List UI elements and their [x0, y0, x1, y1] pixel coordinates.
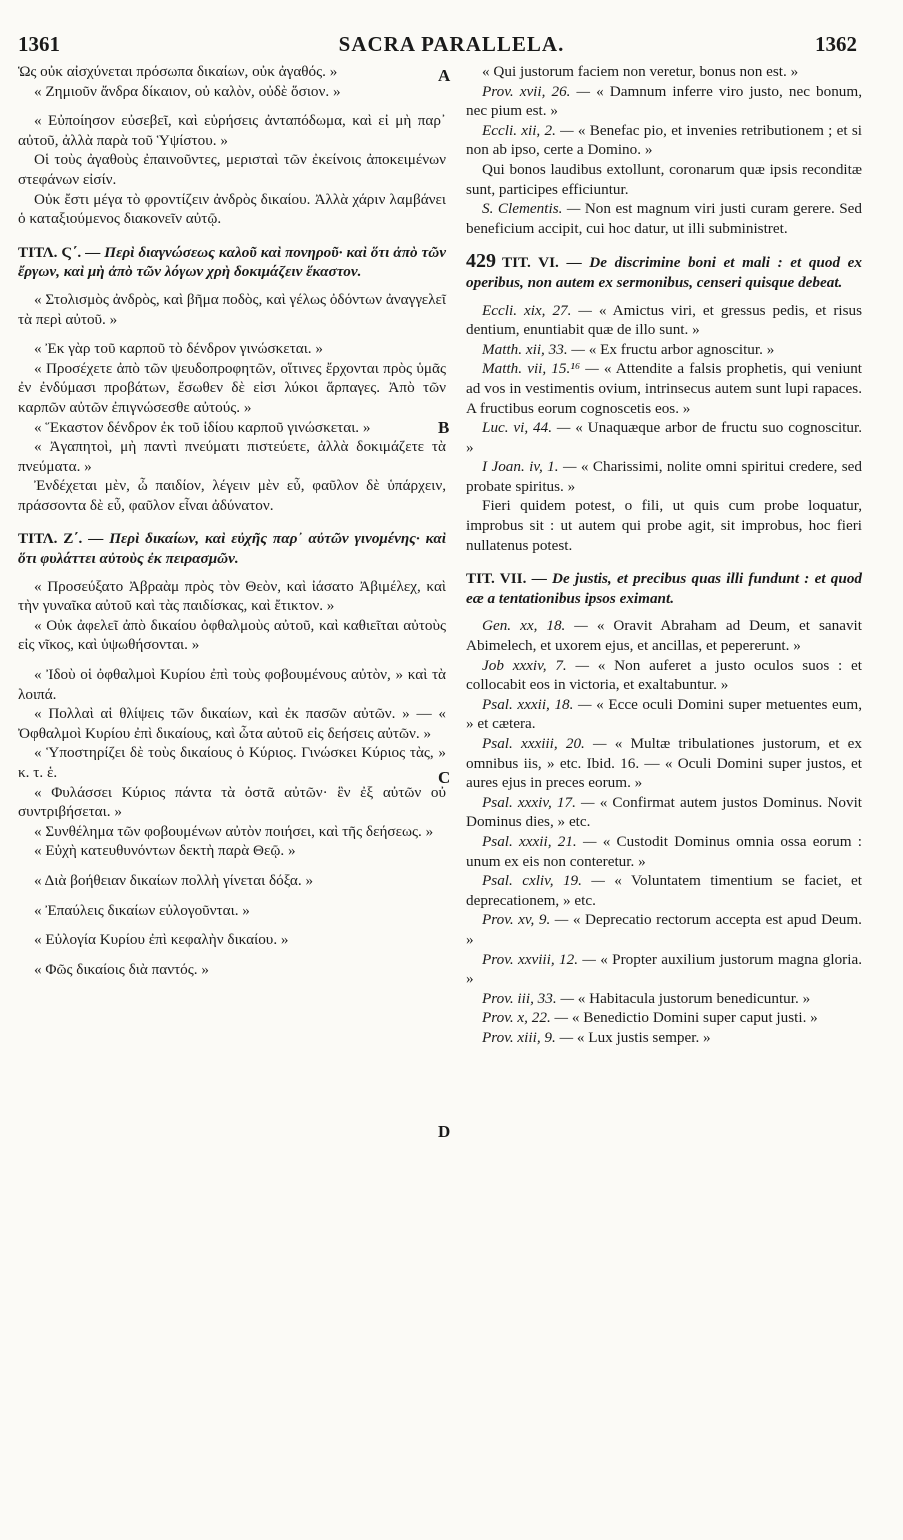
greek-paragraph — [18, 783, 446, 822]
greek-section-title — [18, 529, 446, 568]
greek-paragraph — [18, 339, 446, 359]
paragraph-text: Ὡς οὐκ αἰσχύνεται πρόσωπα δικαίων, οὐκ ἀγαθός. » — [18, 63, 338, 80]
latin-paragraph — [466, 418, 862, 457]
paragraph-text: Fieri quidem potest, o fili, ut quis cum probe loquatur, improbus sit : ut autem qui probe agit, sit improbus, hoc fieri nullatenus potest. — [466, 497, 862, 554]
greek-paragraph — [18, 665, 446, 704]
column-number: 429 — [466, 250, 496, 273]
paragraph-text: « Φυλάσσει Κύριος πάντα τὰ ὀστᾶ αὐτῶν· ἓν ἐξ αὐτῶν οὐ συντριβήσεται. » — [18, 783, 446, 821]
greek-paragraph — [18, 960, 446, 980]
greek-paragraph — [18, 437, 446, 476]
paragraph-text: « Benefac pio, et invenies retributionem ; et si non ab ipso, certe a Domino. » — [466, 121, 863, 159]
greek-paragraph — [18, 743, 446, 782]
citation-ref: Prov. xxviii, 12. — — [482, 950, 596, 968]
greek-paragraph — [18, 901, 446, 921]
latin-paragraph — [466, 793, 862, 832]
paragraph-text: « Non auferet a justo oculos suos : et collocabit eos in victoria, et exaltabuntur. » — [466, 656, 862, 694]
paragraph-text: « Oravit Abraham ad Deum, et sanavit Abimelech, et uxorem ejus, et ancillas, et pepererunt. » — [466, 617, 862, 655]
paragraph-text: « Benedictio Domini super caput justi. » — [571, 1009, 818, 1027]
greek-paragraph — [18, 841, 446, 861]
latin-paragraph — [466, 910, 862, 949]
greek-paragraph — [18, 359, 446, 418]
margin-letter-a: A — [438, 66, 451, 85]
paragraph-text: « Ecce oculi Domini super metuentes eum, » et cætera. — [466, 695, 862, 733]
greek-paragraph — [18, 82, 446, 102]
latin-paragraph — [466, 199, 862, 238]
paragraph-text: « Συνθέλημα τῶν φοβουμένων αὐτὸν ποιήσει, καὶ τῆς δεήσεως. » — [34, 822, 434, 840]
paragraph-text: « Οὐκ ἀφελεῖ ἀπὸ δικαίου ὀφθαλμοὺς αὐτοῦ, καὶ καθιεῖται αὐτοὺς εἰς νῖκος, καὶ ὑψωθήσονται. » — [18, 616, 446, 654]
citation-ref: I Joan. iv, 1. — — [482, 458, 577, 476]
latin-paragraph — [466, 734, 862, 793]
greek-paragraph — [18, 930, 446, 950]
margin-letter-d: D — [438, 1122, 451, 1141]
paragraph-text: « Attendite a falsis prophetis, qui veniunt ad vos in vestimentis ovium, intrinsecus autem sunt lupi rapaces. A fructibus eorum cognoscetis eos. » — [466, 360, 863, 417]
citation-ref: Eccli. xii, 2. — — [482, 121, 574, 139]
latin-paragraph — [466, 695, 862, 734]
citation-ref: Gen. xx, 18. — — [482, 617, 588, 635]
latin-paragraph — [466, 656, 862, 695]
greek-paragraph — [18, 418, 446, 438]
title-heading: De justis, et precibus quas illi fundunt : et quod eæ a tentationibus ipsos eximant. — [466, 570, 863, 607]
paragraph-text: Qui bonos laudibus extollunt, coronarum quæ ipsis reconditæ sunt, participes efficiuntur. — [466, 160, 862, 198]
greek-paragraph — [18, 577, 446, 616]
citation-ref: Eccli. xix, 27. — — [482, 301, 592, 319]
paragraph-text: Ἐνδέχεται μὲν, ὦ παιδίον, λέγειν μὲν εὖ, φαῦλον δὲ ὑπάρχειν, πράσσοντα δὲ εὖ, φαῦλον εἶναι ἀδύνατον. — [18, 477, 446, 514]
paragraph-text: « Προσέχετε ἀπὸ τῶν ψευδοπροφητῶν, οἵτινες ἔρχονται πρὸς ὑμᾶς ἐν ἐνδύμασι προβάτων, ἔσωθεν δὲ εἰσι λύκοι ἅρπαγες. Ἀπὸ τῶν καρπῶν αὐτῶν ἐπιγνώσεσθε αὐτούς. » — [18, 359, 446, 416]
greek-paragraph — [18, 150, 446, 189]
paragraph-text: « Ex fructu arbor agnoscitur. » — [588, 340, 775, 358]
greek-paragraph — [18, 190, 446, 229]
paragraph-text: Οἱ τοὺς ἀγαθοὺς ἐπαινοῦντες, μερισταὶ τῶν ἐκείνοις ἀποκειμένων στεφάνων εἰσίν. — [18, 151, 446, 188]
paragraph-text: « Εὐχὴ κατευθυνόντων δεκτὴ παρὰ Θεῷ. » — [34, 842, 296, 860]
citation-ref: Prov. iii, 33. — — [482, 989, 574, 1007]
paragraph-text: « Unaquæque arbor de fructu suo cognoscitur. » — [466, 419, 863, 456]
paragraph-text: « Ὑποστηρίζει δὲ τοὺς δικαίους ὁ Κύριος. Γινώσκει Κύριος τὰς, » κ. τ. ἑ. — [18, 744, 446, 781]
paragraph-text: « Propter auxilium justorum magna gloria. » — [466, 950, 862, 988]
paragraph-text: « Εὐποίησον εὐσεβεῖ, καὶ εὑρήσεις ἀνταπόδωμα, καὶ εἰ μὴ παρ᾽ αὐτοῦ, ἀλλὰ παρὰ τοῦ Ὑψίστου. » — [18, 112, 446, 149]
citation-ref: Prov. xiii, 9. — — [482, 1028, 574, 1046]
title-label: ΤΙΤΛ. Ϛ΄. — — [18, 243, 101, 261]
margin-letter-b: B — [438, 418, 450, 437]
paragraph-text: « Ἐπαύλεις δικαίων εὐλογοῦνται. » — [34, 901, 250, 919]
title-heading: Περὶ δικαίων, καὶ εὐχῆς παρ᾽ αὐτῶν γινομένης· καὶ ὅτι φυλάττει αὐτοὺς ἐκ πειρασμῶν. — [18, 530, 446, 568]
latin-column — [466, 62, 862, 1540]
paragraph-text: « Confirmat autem justos Dominus. Novit Dominus dies, » etc. — [466, 793, 863, 831]
latin-paragraph — [466, 616, 862, 655]
paragraph-text: « Habitacula justorum benedicuntur. » — [577, 989, 811, 1007]
paragraph-text: « Εὐλογία Κυρίου ἐπὶ κεφαλὴν δικαίου. » — [34, 931, 289, 949]
paragraph-text: « Qui justorum faciem non veretur, bonus non est. » — [482, 63, 799, 80]
paragraph-text: « Deprecatio rectorum accepta est apud Deum. » — [466, 911, 862, 948]
page-number-left: 1361 — [18, 32, 60, 56]
latin-paragraph — [466, 1028, 862, 1048]
paragraph-text: « Charissimi, nolite omni spiritui credere, sed probate spiritus. » — [466, 458, 863, 495]
latin-paragraph — [466, 340, 862, 360]
citation-ref: Prov. xvii, 26. — — [482, 82, 591, 100]
paragraph-text: « Ἀγαπητοὶ, μὴ παντὶ πνεύματι πιστεύετε, ἀλλὰ δοκιμάζετε τὰ πνεύματα. » — [18, 438, 446, 475]
greek-section-title — [18, 243, 446, 282]
paragraph-text: « Πολλαὶ αἱ θλίψεις τῶν δικαίων, καὶ ἐκ πασῶν αὐτῶν. » — « Ὀφθαλμοὶ Κυρίου ἐπὶ δικαίους, καὶ ὦτα αὐτοῦ εἰς δεήσεις αὐτῶν. » — [18, 705, 446, 742]
greek-paragraph — [18, 476, 446, 515]
greek-paragraph — [18, 62, 446, 82]
paragraph-text: « Φῶς δικαίοις διὰ παντός. » — [34, 960, 209, 978]
title-heading: Περὶ διαγνώσεως καλοῦ καὶ πονηροῦ· καὶ ὅτι ἀπὸ τῶν ἔργων, καὶ μὴ ἀπὸ τῶν λόγων χρὴ δοκιμάζειν ἕκαστον. — [18, 243, 447, 281]
citation-ref: Psal. xxxiv, 17. — — [482, 793, 595, 811]
paragraph-text: « Voluntatem timentium se faciet, et deprecationem, » etc. — [466, 872, 863, 909]
paragraph-text: « Στολισμὸς ἀνδρὸς, καὶ βῆμα ποδὸς, καὶ γέλως ὀδόντων ἀναγγελεῖ τὰ περὶ αὐτοῦ. » — [18, 290, 446, 328]
latin-paragraph — [466, 832, 862, 871]
latin-paragraph — [466, 160, 862, 199]
paragraph-text: « Lux justis semper. » — [576, 1028, 711, 1046]
running-title: SACRA PARALLELA. — [338, 32, 565, 56]
citation-ref: Psal. xxxiii, 20. — — [482, 735, 607, 752]
latin-paragraph — [466, 871, 862, 910]
latin-paragraph — [466, 62, 862, 82]
citation-ref: Prov. xv, 9. — — [482, 911, 569, 929]
paragraph-text: « Damnum inferre viro justo, nec bonum, nec pium est. » — [466, 82, 862, 120]
paragraph-text: « Ἐκ γὰρ τοῦ καρποῦ τὸ δένδρον γινώσκεται. » — [34, 340, 323, 358]
paragraph-text: « Custodit Dominus omnia ossa eorum : unum ex eis non conteretur. » — [466, 832, 862, 870]
latin-paragraph — [466, 82, 862, 121]
paragraph-text: « Ἰδοὺ οἱ ὀφθαλμοὶ Κυρίου ἐπὶ τοὺς φοβουμένους αὐτὸν, » καὶ τὰ λοιπά. — [18, 666, 446, 703]
citation-ref: Prov. x, 22. — — [482, 1009, 569, 1027]
citation-ref: Job xxxiv, 7. — — [482, 656, 589, 674]
citation-ref: Matth. vii, 15.¹⁶ — — [482, 360, 599, 378]
title-heading: De discrimine boni et mali : et quod ex operibus, non autem ex sermonibus, censeri quisque debeat. — [466, 254, 863, 291]
greek-paragraph — [18, 111, 446, 150]
paragraph-text: « Ζημιοῦν ἄνδρα δίκαιον, οὐ καλὸν, οὐδὲ ὅσιον. » — [34, 82, 341, 100]
latin-paragraph — [466, 457, 862, 496]
greek-paragraph — [18, 871, 446, 891]
greek-paragraph — [18, 822, 446, 842]
title-label: TIT. VII. — — [466, 570, 547, 588]
citation-ref: Matth. xii, 33. — — [482, 340, 585, 358]
citation-ref: S. Clementis. — — [482, 200, 581, 218]
paragraph-text: « Διὰ βοήθειαν δικαίων πολλὴ γίνεται δόξα. » — [34, 871, 314, 889]
margin-letter-c: C — [438, 768, 451, 787]
latin-paragraph — [466, 121, 862, 160]
greek-column — [18, 62, 446, 1540]
latin-paragraph — [466, 950, 862, 989]
citation-ref: Luc. vi, 44. — — [482, 419, 571, 437]
latin-section-title — [466, 252, 862, 292]
citation-ref: Psal. cxliv, 19. — — [482, 872, 605, 890]
paragraph-text: « Ἕκαστον δένδρον ἐκ τοῦ ἰδίου καρποῦ γινώσκεται. » — [34, 418, 371, 436]
paragraph-text: Οὐκ ἔστι μέγα τὸ φροντίζειν ἀνδρὸς δικαίου. Ἀλλὰ χάριν λαμβάνει ὁ καταξιούμενος διακονεῖν αὐτῷ. — [18, 190, 446, 228]
paragraph-text: « Multæ tribulationes justorum, et ex omnibus iis, » etc. Ibid. 16. — « Oculi Domini super justos, et aures ejus in preces eorum. » — [466, 735, 863, 792]
latin-section-title — [466, 569, 862, 608]
paragraph-text: Non est magnum viri justi curam gerere. Sed beneficium accipit, cui hoc datur, ut illi subministret. — [466, 200, 862, 237]
paragraph-text: « Προσεύξατο Ἀβραὰμ πρὸς τὸν Θεὸν, καὶ ἰάσατο Ἀβιμέλεχ, καὶ τὴν γυναῖκα αὐτοῦ καὶ τὰς παιδίσκας, καὶ ἔτικτον. » — [18, 577, 446, 615]
page-number-right: 1362 — [815, 32, 857, 56]
title-label: TIT. VI. — — [502, 254, 582, 272]
citation-ref: Psal. xxxii, 18. — — [482, 695, 592, 713]
title-label: ΤΙΤΛ. Ζ΄. — — [18, 530, 104, 548]
greek-paragraph — [18, 290, 446, 329]
greek-paragraph — [18, 704, 446, 743]
latin-paragraph — [466, 989, 862, 1009]
latin-paragraph — [466, 496, 862, 555]
latin-paragraph — [466, 301, 862, 340]
paragraph-text: « Amictus viri, et gressus pedis, et risus dentium, enuntiabit quæ de illo sunt. » — [466, 301, 863, 339]
citation-ref: Psal. xxxii, 21. — — [482, 832, 597, 850]
latin-paragraph — [466, 359, 862, 418]
latin-paragraph — [466, 1008, 862, 1028]
greek-paragraph — [18, 616, 446, 655]
